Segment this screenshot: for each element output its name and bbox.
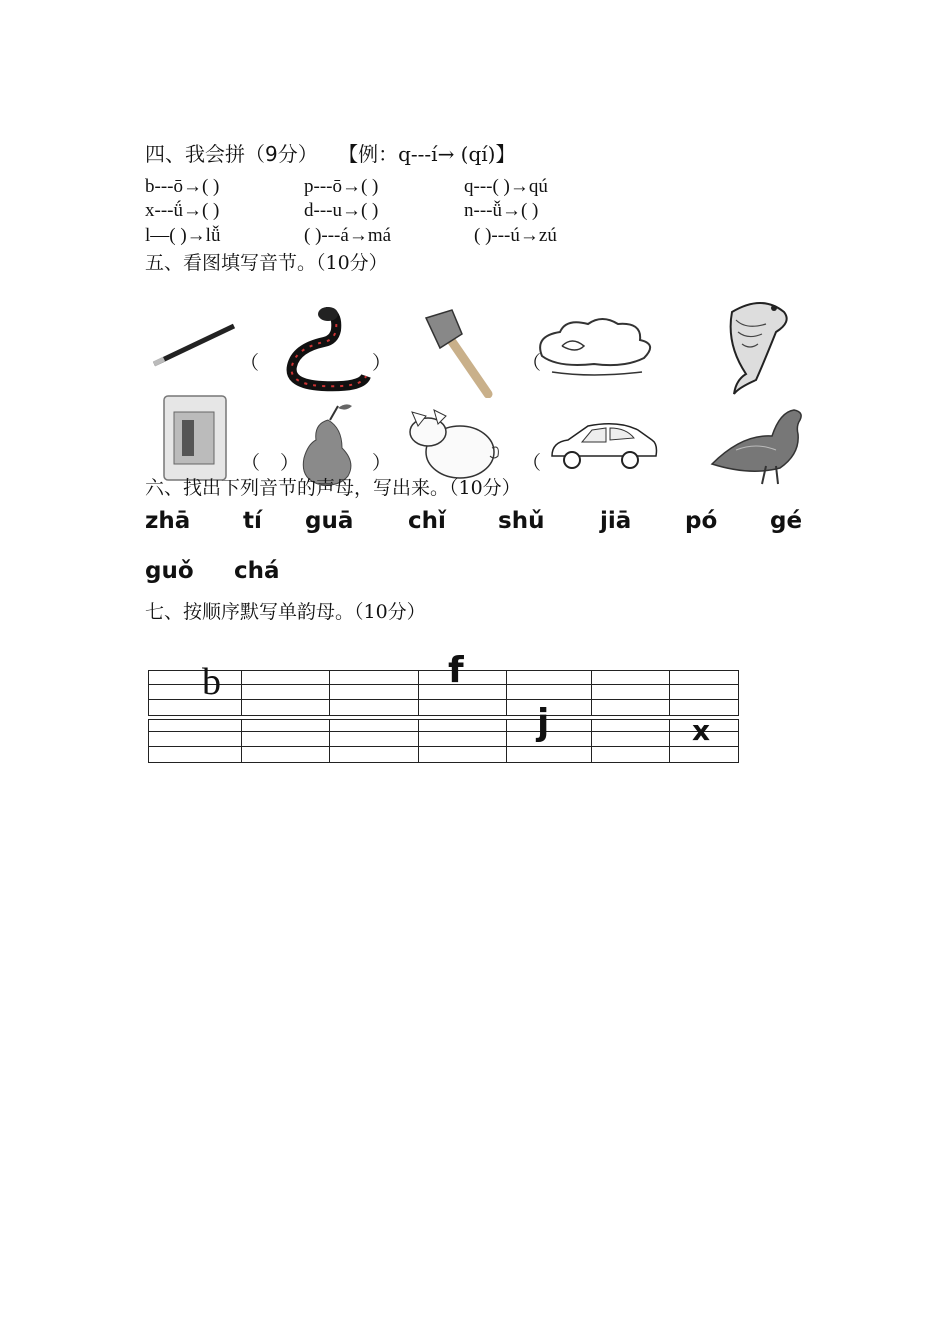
paren-close-4: ） [372,453,392,474]
syllable-5: shǔ [498,508,545,534]
s4-r2c1: x---ǘ→( ) [145,200,220,221]
car-image [548,416,658,474]
pig-image [404,404,500,484]
s4-r1c1: b---ō→( ) [145,176,220,197]
rice-bag-image [160,392,230,484]
letter-j: j [537,702,550,743]
section7-title: 七、按顺序默写单韵母。（10分） [145,601,426,623]
s4-r1c2: p---ō→( ) [304,176,379,197]
section4-title: 四、我会拼（9分） [145,142,318,166]
syllable-3: guā [305,508,354,534]
section5-title: 五、看图填写音节。（10分） [145,252,388,274]
pigeon-image [706,404,806,490]
paren-open-2: （ [522,353,542,374]
s4-r1c3: q---( )→qú [464,176,548,197]
writing-grid-top [148,670,739,716]
letter-f: f [448,650,464,691]
paren-open-4: （ [522,453,542,474]
s4-r3c2: ( )---á→má [304,225,392,246]
syllable-7: pó [685,508,718,534]
snake-image [276,304,372,392]
syllable-1: zhā [145,508,191,534]
writing-grid-bottom [148,719,739,763]
axe-image [418,308,498,398]
s4-r2c3: n---ǚ→( ) [464,200,539,221]
syllable-2: tí [243,508,262,534]
syllable-10: chá [234,558,280,584]
syllable-4: chǐ [408,508,446,534]
letter-b: b [202,661,221,703]
paren-close-3: ） [280,453,300,474]
s4-r3c1: l—( )→lǚ [145,225,221,246]
pencil-image [148,318,238,370]
section6-title: 六、找出下列音节的声母，写出来。（10分） [145,477,521,499]
paren-open-1: （ [240,353,260,374]
syllable-9: guǒ [145,558,194,584]
paren-open-3: （ [241,453,261,474]
paren-close-1: ） [372,353,392,374]
syllable-6: jiā [600,508,632,534]
s4-r2c2: d---u→( ) [304,200,379,221]
cloud-image [532,316,660,382]
syllable-8: gé [770,508,803,534]
s4-r3c3: ( )---ú→zú [474,225,557,246]
fish-image [712,292,792,396]
section4-example: 【例：q---í→ (qí)】 [338,142,516,166]
letter-x: x [692,714,711,747]
